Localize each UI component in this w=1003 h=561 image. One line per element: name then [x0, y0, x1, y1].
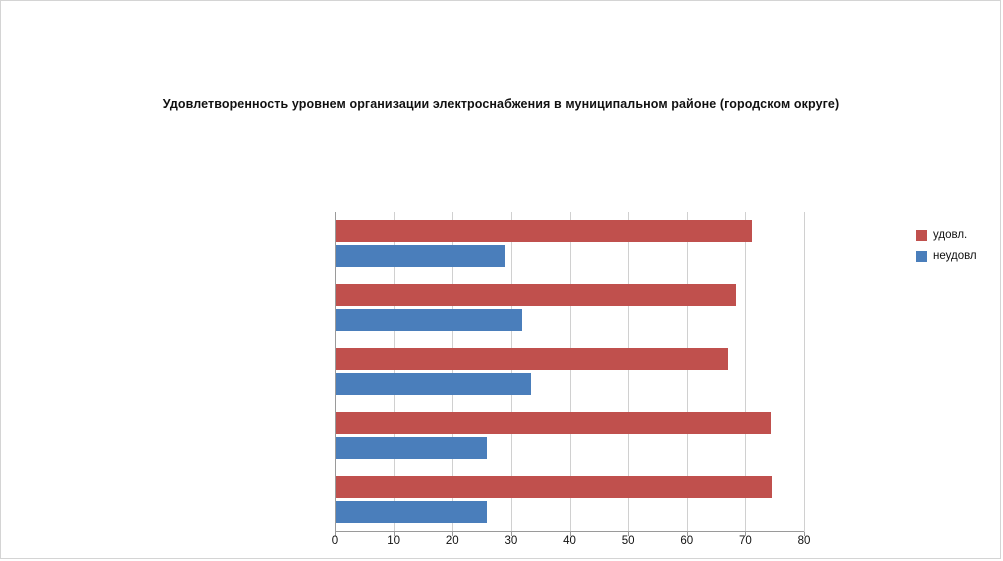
plot-area — [335, 212, 804, 532]
x-tick-label: 60 — [680, 535, 694, 547]
x-tick-label: 80 — [797, 535, 811, 547]
legend-item-neudovl — [916, 250, 977, 262]
x-tick-label: 70 — [738, 535, 752, 547]
bar-udovl — [336, 348, 728, 370]
bar-udovl — [336, 284, 736, 306]
bar-udovl — [336, 412, 771, 434]
legend-swatch-udovl — [916, 230, 927, 241]
bar-neudovl — [336, 245, 505, 267]
bar-udovl — [336, 220, 752, 242]
bar-neudovl — [336, 437, 487, 459]
x-tick-label: 0 — [331, 535, 339, 547]
x-tick-label: 20 — [445, 535, 459, 547]
gridline — [804, 212, 805, 532]
x-tick-label: 30 — [504, 535, 518, 547]
x-tick-label: 10 — [387, 535, 401, 547]
chart-title: Удовлетворенность уровнем организации электроснабжения в муниципальном районе (городском округе) — [162, 97, 840, 111]
x-tick-label: 40 — [563, 535, 576, 547]
legend-label-neudovl: неудовл — [933, 250, 977, 262]
x-tick-label: 50 — [621, 535, 635, 547]
bar-neudovl — [336, 373, 531, 395]
legend-swatch-neudovl — [916, 251, 927, 262]
bar-neudovl — [336, 501, 487, 523]
bar-neudovl — [336, 309, 522, 331]
legend-label-udovl: удовл. — [933, 229, 968, 241]
chart-legend — [916, 229, 977, 271]
bar-udovl — [336, 476, 772, 498]
legend-item-udovl — [916, 229, 977, 241]
